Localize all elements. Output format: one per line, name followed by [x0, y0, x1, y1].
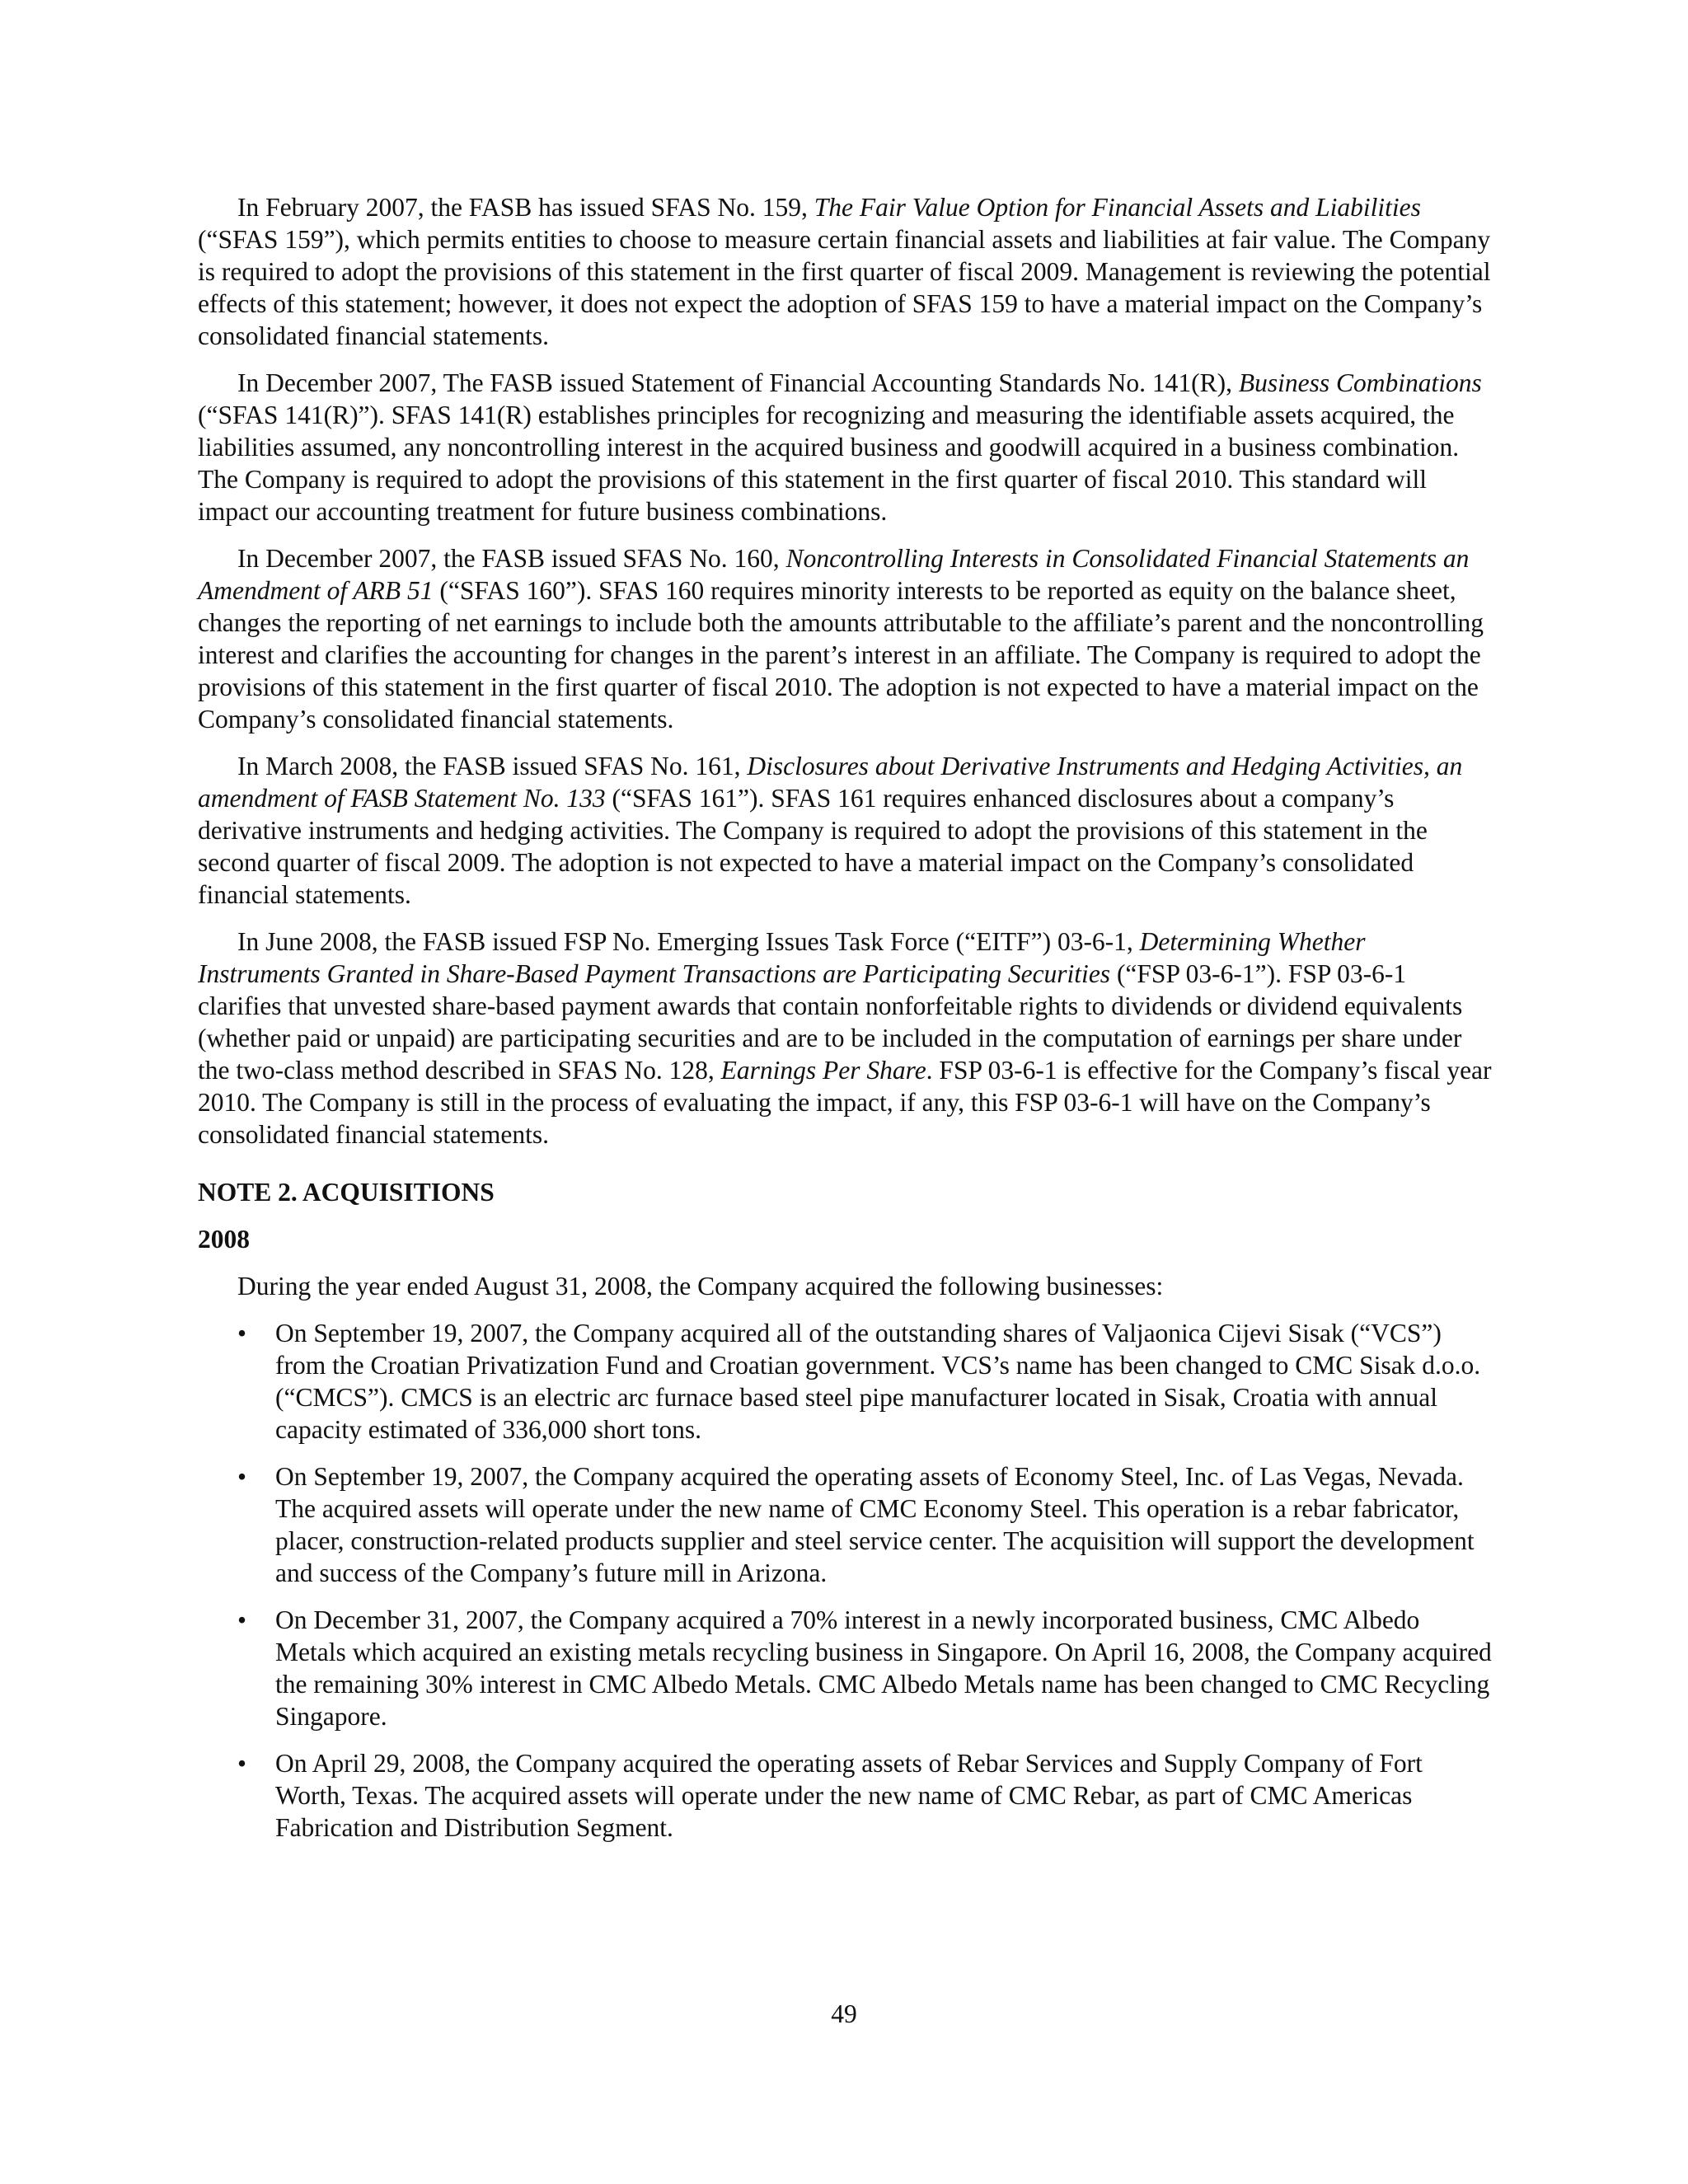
- paragraph-text: In March 2008, the FASB issued SFAS No. 161,: [237, 752, 748, 780]
- list-item: [198, 1460, 1493, 1589]
- list-item-text: On December 31, 2007, the Company acquired a 70% interest in a newly incorporated business, CMC Albedo Metals which acquired an existing metals recycling business in Singapore. On April 16, 2008, the Company acquired the remaining 30% interest in CMC Albedo Metals. CMC Albedo Metals name has been changed to CMC Recycling Singapore.: [275, 1605, 1492, 1731]
- list-item-text: On September 19, 2007, the Company acquired the operating assets of Economy Steel, Inc. of Las Vegas, Nevada. The acquired assets will operate under the new name of CMC Economy Steel. This operation is a rebar fabricator, placer, construction-related products supplier and steel service center. The acquisition will support the development and success of the Company’s future mill in Arizona.: [275, 1462, 1475, 1587]
- paragraph-italic-title: Earnings Per Share: [720, 1056, 926, 1085]
- note-heading: NOTE 2. ACQUISITIONS: [198, 1178, 495, 1207]
- page-number: 49: [831, 1999, 857, 2028]
- paragraph-text: (“SFAS 141(R)”). SFAS 141(R) establishes principles for recognizing and measuring the identifiable assets acquired, the liabilities assumed, any noncontrolling interest in the acquired business and goodwill acquired in a business combination. The Company is required to adopt the provisions of this statement in the first quarter of fiscal 2010. This standard will impact our accounting treatment for future business combinations.: [198, 401, 1460, 526]
- paragraph-text: In June 2008, the FASB issued FSP No. Emerging Issues Task Force (“EITF”) 03-6-1,: [237, 927, 1140, 956]
- paragraph-sfas-141r: [198, 367, 1493, 527]
- acquisitions-intro: During the year ended August 31, 2008, the Company acquired the following businesses:: [237, 1272, 1164, 1301]
- paragraph-text: . FSP 03-6-1 is effective for the Company’s fiscal year 2010. The Company is still in the process of evaluating the impact, if any, this FSP 03-6-1 will have on the Company’s consolidated financial statements.: [198, 1056, 1492, 1149]
- paragraph-italic-title: Business Combinations: [1238, 368, 1482, 397]
- paragraph-text: In December 2007, The FASB issued Statement of Financial Accounting Standards No. 141(R),: [237, 368, 1239, 397]
- paragraph-fsp-03-6-1: [198, 926, 1493, 1151]
- bullet-icon: •: [237, 1462, 247, 1491]
- paragraph-sfas-159: [198, 191, 1493, 352]
- list-item-text: On September 19, 2007, the Company acquired all of the outstanding shares of Valjaonica Cijevi Sisak (“VCS”) from the Croatian Privatization Fund and Croatian government. VCS’s name has been changed to CMC Sisak d.o.o. (“CMCS”). CMCS is an electric arc furnace based steel pipe manufacturer located in Sisak, Croatia with annual capacity estimated of 336,000 short tons.: [275, 1319, 1481, 1444]
- paragraph-text: (“SFAS 161”). SFAS 161 requires enhanced disclosures about a company’s derivative instruments and hedging activities. The Company is required to adopt the provisions of this statement in the second quarter of fiscal 2009. The adoption is not expected to have a material impact on the Company’s consolidated financial statements.: [198, 784, 1428, 909]
- bullet-icon: •: [237, 1319, 247, 1347]
- bullet-icon: •: [237, 1749, 247, 1778]
- list-item: [198, 1604, 1493, 1732]
- paragraph-text: In December 2007, the FASB issued SFAS No. 160,: [237, 544, 786, 573]
- bullet-icon: •: [237, 1605, 247, 1634]
- year-heading: 2008: [198, 1225, 250, 1254]
- paragraph-italic-title: Noncontrolling Interests in Consolidated Financial Statements an Amendment of ARB 51: [198, 544, 1470, 605]
- list-item: [198, 1317, 1493, 1446]
- paragraph-sfas-161: [198, 750, 1493, 911]
- paragraph-text: In February 2007, the FASB has issued SFAS No. 159,: [237, 193, 814, 222]
- document-page: [198, 191, 1493, 1858]
- paragraph-sfas-160: [198, 542, 1493, 735]
- paragraph-italic-title: The Fair Value Option for Financial Assets and Liabilities: [814, 193, 1421, 222]
- paragraph-text: (“SFAS 159”), which permits entities to choose to measure certain financial assets and liabilities at fair value. The Company is required to adopt the provisions of this statement in the first quarter of fiscal 2009. Management is reviewing the potential effects of this statement; however, it does not expect the adoption of SFAS 159 to have a material impact on the Company’s consolidated financial statements.: [198, 225, 1491, 350]
- acquisitions-list: [198, 1317, 1493, 1844]
- paragraph-italic-title: Disclosures about Derivative Instruments and Hedging Activities, an amendment of FASB Statement No. 133: [198, 752, 1463, 813]
- list-item: [198, 1747, 1493, 1844]
- paragraph-text: (“FSP 03-6-1”). FSP 03-6-1 clarifies that unvested share-based payment awards that contain nonforfeitable rights to dividends or dividend equivalents (whether paid or unpaid) are participating securities and are to be included in the computation of earnings per share under the two-class method described in SFAS No. 128,: [198, 959, 1463, 1085]
- paragraph-italic-title: Determining Whether Instruments Granted in Share-Based Payment Transactions are Participating Securities: [198, 927, 1366, 988]
- paragraph-text: (“SFAS 160”). SFAS 160 requires minority interests to be reported as equity on the balance sheet, changes the reporting of net earnings to include both the amounts attributable to the affiliate’s parent and the noncontrolling interest and clarifies the accounting for changes in the parent’s interest in an affiliate. The Company is required to adopt the provisions of this statement in the first quarter of fiscal 2010. The adoption is not expected to have a material impact on the Company’s consolidated financial statements.: [198, 576, 1484, 733]
- list-item-text: On April 29, 2008, the Company acquired the operating assets of Rebar Services and Supply Company of Fort Worth, Texas. The acquired assets will operate under the new name of CMC Rebar, as part of CMC Americas Fabrication and Distribution Segment.: [275, 1749, 1423, 1842]
